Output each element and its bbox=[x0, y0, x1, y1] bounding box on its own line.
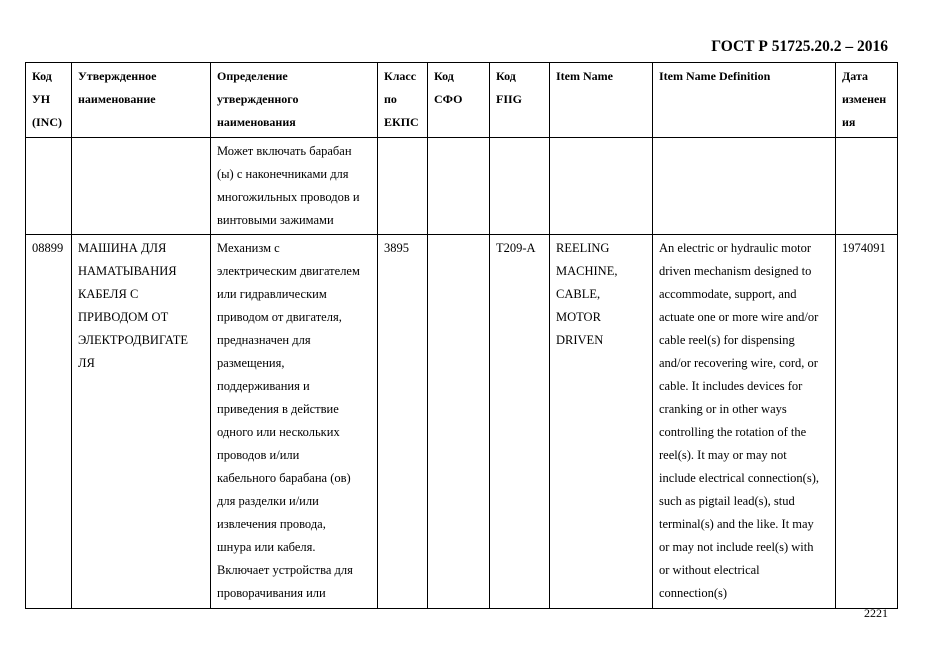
table-row bbox=[26, 138, 898, 235]
cell-text-line: (ы) с наконечниками для bbox=[217, 167, 349, 181]
cell-text-line: Код bbox=[32, 69, 52, 83]
cell-text-line: шнура или кабеля. bbox=[217, 540, 316, 554]
cell-text-line: accommodate, support, and bbox=[659, 287, 797, 301]
cell-text-line: CABLE, bbox=[556, 287, 601, 301]
cell-text-line: Код bbox=[434, 69, 454, 83]
cell-item-name-definition bbox=[653, 235, 836, 609]
cell-fiig-code bbox=[490, 235, 550, 609]
header-fiig-code bbox=[490, 63, 550, 138]
header-change-date bbox=[836, 63, 898, 138]
cell-text-line: driven mechanism designed to bbox=[659, 264, 812, 278]
header-inc bbox=[26, 63, 72, 138]
cell-text-line: ЛЯ bbox=[78, 356, 95, 370]
cell-fiig-code bbox=[490, 138, 550, 235]
cell-text-line: such as pigtail lead(s), stud bbox=[659, 494, 795, 508]
cell-text-line: ЭЛЕКТРОДВИГАТЕ bbox=[78, 333, 189, 347]
cell-text-line: УН bbox=[32, 92, 51, 106]
table-row bbox=[26, 235, 898, 609]
cell-text-line: actuate one or more wire and/or bbox=[659, 310, 819, 324]
cell-text-line: reel(s). It may or may not bbox=[659, 448, 787, 462]
cell-text-line: для разделки и/или bbox=[217, 494, 319, 508]
cell-inc bbox=[26, 235, 72, 609]
cell-text-line: terminal(s) and the like. It may bbox=[659, 517, 814, 531]
cell-item-name-definition bbox=[653, 138, 836, 235]
cell-text-line: cable. It includes devices for bbox=[659, 379, 803, 393]
cell-text-line: REELING bbox=[556, 241, 610, 255]
cell-text-line: наименование bbox=[78, 92, 156, 106]
cell-item-name bbox=[550, 235, 653, 609]
cell-text-line: Класс bbox=[384, 69, 417, 83]
cell-text-line: НАМАТЫВАНИЯ bbox=[78, 264, 177, 278]
cell-inc bbox=[26, 138, 72, 235]
header-sfo-code bbox=[428, 63, 490, 138]
cell-text-line: and/or recovering wire, cord, or bbox=[659, 356, 818, 370]
cell-text-line: КАБЕЛЯ С bbox=[78, 287, 139, 301]
cell-text-line: or may not include reel(s) with bbox=[659, 540, 814, 554]
cell-text-line: ЕКПС bbox=[384, 115, 419, 129]
cell-text-line: 3895 bbox=[384, 241, 409, 255]
cell-text-line: размещения, bbox=[217, 356, 285, 370]
cell-text-line: по bbox=[384, 92, 397, 106]
cell-text-line: FIIG bbox=[496, 92, 523, 106]
cell-text-line: or without electrical bbox=[659, 563, 760, 577]
cell-text-line: DRIVEN bbox=[556, 333, 604, 347]
cell-text-line: Механизм с bbox=[217, 241, 280, 255]
header-definition bbox=[211, 63, 378, 138]
specification-table bbox=[25, 62, 898, 609]
cell-text-line: приводом от двигателя, bbox=[217, 310, 342, 324]
cell-text-line: Дата bbox=[842, 69, 868, 83]
header-approved-name bbox=[72, 63, 211, 138]
cell-text-line: проворачивания или bbox=[217, 586, 326, 600]
cell-text-line: Item Name Definition bbox=[659, 69, 771, 83]
cell-text-line: Item Name bbox=[556, 69, 613, 83]
cell-ekps-class bbox=[378, 138, 428, 235]
cell-sfo-code bbox=[428, 235, 490, 609]
cell-text-line: Код bbox=[496, 69, 516, 83]
cell-approved-name bbox=[72, 235, 211, 609]
cell-text-line: изменен bbox=[842, 92, 887, 106]
cell-text-line: connection(s) bbox=[659, 586, 728, 600]
cell-approved-name bbox=[72, 138, 211, 235]
cell-text-line: (INC) bbox=[32, 115, 62, 129]
cell-text-line: Может включать барабан bbox=[217, 144, 352, 158]
cell-ekps-class bbox=[378, 235, 428, 609]
cell-text-line: электрическим двигателем bbox=[217, 264, 360, 278]
cell-text-line: утвержденного bbox=[217, 92, 299, 106]
cell-text-line: наименования bbox=[217, 115, 296, 129]
cell-text-line: cranking or in other ways bbox=[659, 402, 787, 416]
cell-text-line: кабельного барабана (ов) bbox=[217, 471, 351, 485]
cell-definition bbox=[211, 235, 378, 609]
header-ekps-class bbox=[378, 63, 428, 138]
cell-text-line: ПРИВОДОМ ОТ bbox=[78, 310, 169, 324]
table-header-row bbox=[26, 63, 898, 138]
cell-text-line: 08899 bbox=[32, 241, 64, 255]
cell-item-name bbox=[550, 138, 653, 235]
cell-text-line: винтовыми зажимами bbox=[217, 213, 334, 227]
header-item-name bbox=[550, 63, 653, 138]
cell-definition bbox=[211, 138, 378, 235]
cell-text-line: многожильных проводов и bbox=[217, 190, 360, 204]
cell-text-line: cable reel(s) for dispensing bbox=[659, 333, 795, 347]
cell-text-line: одного или нескольких bbox=[217, 425, 340, 439]
cell-sfo-code bbox=[428, 138, 490, 235]
page-number: 2221 bbox=[864, 606, 888, 620]
cell-text-line: МАШИНА ДЛЯ bbox=[78, 241, 167, 255]
cell-text-line: Включает устройства для bbox=[217, 563, 353, 577]
cell-text-line: ия bbox=[842, 115, 856, 129]
cell-text-line: MOTOR bbox=[556, 310, 601, 324]
cell-text-line: проводов и/или bbox=[217, 448, 300, 462]
cell-text-line: приведения в действие bbox=[217, 402, 339, 416]
cell-text-line: или гидравлическим bbox=[217, 287, 327, 301]
cell-text-line: Определение bbox=[217, 69, 288, 83]
header-item-name-definition bbox=[653, 63, 836, 138]
cell-change-date bbox=[836, 235, 898, 609]
cell-text-line: An electric or hydraulic motor bbox=[659, 241, 812, 255]
cell-text-line: T209-A bbox=[496, 241, 536, 255]
cell-text-line: 1974091 bbox=[842, 241, 886, 255]
cell-text-line: MACHINE, bbox=[556, 264, 618, 278]
cell-text-line: include electrical connection(s), bbox=[659, 471, 819, 485]
cell-text-line: Утвержденное bbox=[78, 69, 157, 83]
cell-text-line: поддерживания и bbox=[217, 379, 310, 393]
document-title: ГОСТ Р 51725.20.2 – 2016 bbox=[711, 38, 888, 55]
cell-change-date bbox=[836, 138, 898, 235]
cell-text-line: СФО bbox=[434, 92, 463, 106]
cell-text-line: извлечения провода, bbox=[217, 517, 326, 531]
cell-text-line: предназначен для bbox=[217, 333, 311, 347]
cell-text-line: controlling the rotation of the bbox=[659, 425, 807, 439]
